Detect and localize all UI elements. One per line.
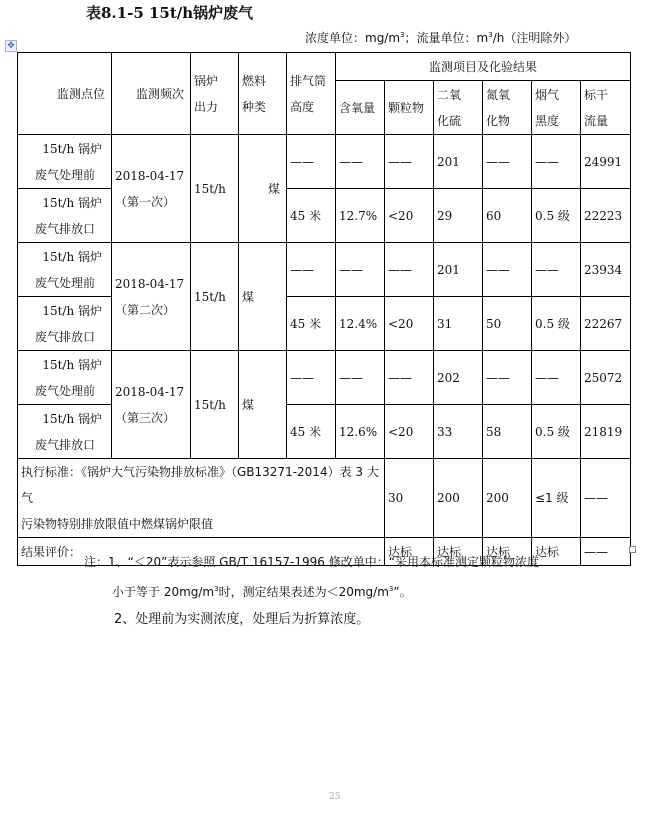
header-row-1 (18, 53, 631, 81)
evaluation-smoke: 达标 (532, 538, 581, 566)
header-text: 高度 (290, 99, 315, 114)
table-row (18, 297, 631, 351)
location-cell (18, 243, 112, 297)
stack-cell: 45 米 (287, 405, 336, 459)
date: 2018-04-17 (115, 384, 185, 399)
flow-cell: 23934 (581, 243, 631, 297)
table-row (18, 189, 631, 243)
so2-cell: 31 (434, 297, 483, 351)
stack-cell: —— (287, 351, 336, 405)
location-line2: 废气处理前 (35, 383, 96, 398)
so2-cell: 29 (434, 189, 483, 243)
oxygen-cell: —— (336, 351, 385, 405)
so2-cell: 201 (434, 135, 483, 189)
header-fuel (239, 53, 287, 135)
oxygen-cell: 12.7% (336, 189, 385, 243)
header-oxygen: 含氧量 (336, 81, 385, 135)
oxygen-cell: 12.6% (336, 405, 385, 459)
output-cell: 15t/h (191, 243, 239, 351)
fuel-cell: 煤 (239, 135, 287, 243)
page-number: 25 (329, 792, 341, 802)
particulate-cell: <20 (385, 405, 434, 459)
location-line2: 废气处理前 (35, 167, 96, 182)
date: 2018-04-17 (115, 168, 185, 183)
nox-cell: —— (483, 135, 532, 189)
evaluation-label: 结果评价： (18, 538, 385, 566)
header-stack-height (287, 53, 336, 135)
units-flow: ；流量单位：m (404, 31, 489, 45)
standard-so2: 200 (434, 459, 483, 538)
so2-cell: 33 (434, 405, 483, 459)
smoke-cell: 0.5 级 (532, 189, 581, 243)
table-title: 表8.1-5 15t/h锅炉废气 (86, 4, 254, 22)
note-2: 2、处理前为实测浓度，处理后为折算浓度。 (114, 612, 370, 627)
header-flow (581, 81, 631, 135)
location-line2: 废气排放口 (35, 221, 96, 236)
header-text: 标干 (584, 87, 609, 102)
header-text: 锅炉 (194, 73, 219, 88)
header-text: 烟气 (535, 87, 560, 102)
standard-label (18, 459, 385, 538)
header-group: 监测项目及化验结果 (336, 53, 631, 81)
location-cell (18, 135, 112, 189)
notes (84, 549, 539, 633)
so2-cell: 202 (434, 351, 483, 405)
header-text: 二氧 (437, 87, 462, 102)
round: （第一次） (115, 194, 176, 209)
header-text: 氮氧 (486, 87, 511, 102)
table-move-handle-icon[interactable]: ✥ (5, 40, 17, 52)
note-1-line-2 (84, 576, 539, 606)
standard-label-line2: 污染物特别排放限值中燃煤锅炉限值 (21, 517, 214, 531)
flow-cell: 22267 (581, 297, 631, 351)
particulate-cell: —— (385, 243, 434, 297)
location-cell (18, 405, 112, 459)
so2-cell: 201 (434, 243, 483, 297)
standard-nox: 200 (483, 459, 532, 538)
header-text: 种类 (242, 99, 267, 114)
flow-cell: 22223 (581, 189, 631, 243)
standard-flow: —— (581, 459, 631, 538)
location-line2: 废气处理前 (35, 275, 96, 290)
table-resize-handle[interactable] (629, 546, 636, 553)
nox-cell: 50 (483, 297, 532, 351)
nox-cell: 60 (483, 189, 532, 243)
note-text: 小于等于 20mg/m (112, 585, 215, 599)
header-text: 化硫 (437, 113, 462, 128)
flow-cell: 24991 (581, 135, 631, 189)
location-line1: 15t/h 锅炉 (42, 141, 102, 156)
location-cell (18, 351, 112, 405)
header-nox (483, 81, 532, 135)
header-location: 监测点位 (18, 53, 112, 135)
evaluation-flow: —— (581, 538, 631, 566)
standard-particulate: 30 (385, 459, 434, 538)
evaluation-so2: 达标 (434, 538, 483, 566)
table-row (18, 243, 631, 297)
units-note (305, 29, 576, 46)
location-cell (18, 189, 112, 243)
superscript: 3 (488, 31, 493, 39)
frequency-cell (112, 351, 191, 459)
flow-cell: 25072 (581, 351, 631, 405)
units-suffix: /h（注明除外） (492, 31, 577, 45)
nox-cell: —— (483, 243, 532, 297)
particulate-cell: <20 (385, 297, 434, 351)
header-text: 出力 (194, 99, 219, 114)
particulate-cell: —— (385, 135, 434, 189)
smoke-cell: 0.5 级 (532, 297, 581, 351)
nox-cell: —— (483, 351, 532, 405)
header-smoke (532, 81, 581, 135)
superscript: 3 (388, 585, 394, 593)
location-line1: 15t/h 锅炉 (42, 357, 102, 372)
standard-label-line1: 执行标准：《锅炉大气污染物排放标准》（GB13271-2014）表 3 大气 (21, 465, 379, 505)
superscript: 3 (214, 585, 219, 593)
round: （第二次） (115, 302, 176, 317)
fuel-cell: 煤 (239, 243, 287, 351)
round: （第三次） (115, 410, 176, 425)
evaluation-nox: 达标 (483, 538, 532, 566)
table-row (18, 351, 631, 405)
header-text: 流量 (584, 113, 609, 128)
header-particulate: 颗粒物 (385, 81, 434, 135)
note-text: ”。 (393, 585, 412, 599)
nox-cell: 58 (483, 405, 532, 459)
units-concentration: 浓度单位：mg/m (305, 31, 401, 45)
flow-cell: 21819 (581, 405, 631, 459)
fuel-cell: 煤 (239, 351, 287, 459)
particulate-cell: <20 (385, 189, 434, 243)
date: 2018-04-17 (115, 276, 185, 291)
output-cell: 15t/h (191, 135, 239, 243)
stack-cell: —— (287, 135, 336, 189)
smoke-cell: —— (532, 243, 581, 297)
note-text: 时，测定结果表述为＜20mg/m (218, 585, 389, 599)
location-line1: 15t/h 锅炉 (42, 195, 102, 210)
location-line1: 15t/h 锅炉 (42, 411, 102, 426)
location-line2: 废气排放口 (35, 329, 96, 344)
oxygen-cell: —— (336, 243, 385, 297)
standard-smoke: ≤1 级 (532, 459, 581, 538)
smoke-cell: 0.5 级 (532, 405, 581, 459)
oxygen-cell: 12.4% (336, 297, 385, 351)
location-line2: 废气排放口 (35, 437, 96, 452)
location-cell (18, 297, 112, 351)
stack-cell: 45 米 (287, 297, 336, 351)
frequency-cell (112, 135, 191, 243)
output-cell: 15t/h (191, 351, 239, 459)
table-row (18, 405, 631, 459)
header-frequency: 监测频次 (112, 53, 191, 135)
evaluation-particulate: 达标 (385, 538, 434, 566)
stack-cell: 45 米 (287, 189, 336, 243)
header-text: 燃料 (242, 73, 267, 88)
smoke-cell: —— (532, 351, 581, 405)
header-so2 (434, 81, 483, 135)
frequency-cell (112, 243, 191, 351)
particulate-cell: —— (385, 351, 434, 405)
header-boiler-output (191, 53, 239, 135)
standard-row (18, 459, 631, 538)
header-text: 排气筒 (290, 73, 327, 88)
location-line1: 15t/h 锅炉 (42, 303, 102, 318)
oxygen-cell: —— (336, 135, 385, 189)
note-1-line-1: 注：1、“＜20”表示参照 GB/T 16157-1996 修改单中：“采用本标准测定颗粒物浓度 (84, 555, 539, 569)
table-row (18, 135, 631, 189)
header-text: 黑度 (535, 113, 560, 128)
location-line1: 15t/h 锅炉 (42, 249, 102, 264)
emission-table (17, 52, 631, 566)
header-text: 化物 (486, 113, 511, 128)
superscript: 3 (400, 31, 405, 39)
smoke-cell: —— (532, 135, 581, 189)
stack-cell: —— (287, 243, 336, 297)
